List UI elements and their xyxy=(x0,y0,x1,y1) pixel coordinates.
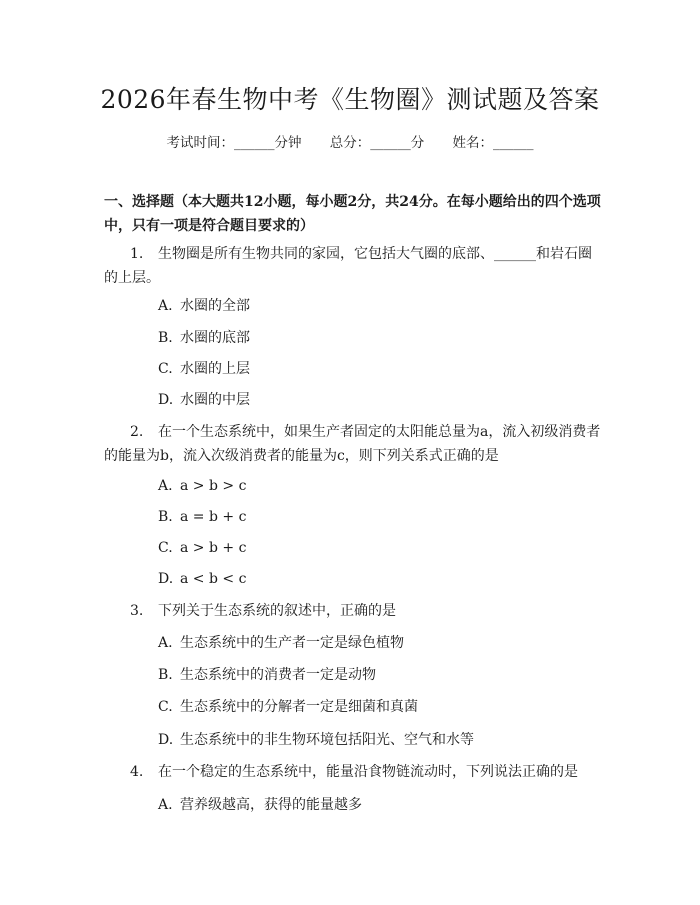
question-2 xyxy=(104,420,602,468)
option-text: 水圈的底部 xyxy=(180,330,250,346)
question-3 xyxy=(104,599,602,623)
exam-meta xyxy=(0,131,700,151)
exam-score: 总分：______分 xyxy=(329,135,425,151)
option-text: 生态系统中的分解者一定是细菌和真菌 xyxy=(180,699,418,715)
question-number: 2. xyxy=(130,424,144,440)
option-3c xyxy=(158,697,418,717)
question-number: 3. xyxy=(130,603,144,619)
option-2d xyxy=(158,569,246,589)
page-title: 2026年春生物中考《生物圈》测试题及答案 xyxy=(100,85,600,114)
option-label: D. xyxy=(158,571,174,587)
option-text: 生态系统中的生产者一定是绿色植物 xyxy=(180,635,404,651)
option-text: 水圈的上层 xyxy=(180,361,250,377)
option-2b xyxy=(158,507,246,527)
question-number: 1. xyxy=(130,246,144,262)
question-text: 在一个稳定的生态系统中，能量沿食物链流动时，下列说法正确的是 xyxy=(158,764,578,780)
option-text: a < b < c xyxy=(180,571,247,587)
option-2c xyxy=(158,538,246,558)
option-1d xyxy=(158,390,250,410)
option-text: 营养级越高，获得的能量越多 xyxy=(180,797,362,813)
option-1c xyxy=(158,359,250,379)
option-text: 生态系统中的消费者一定是动物 xyxy=(180,667,376,683)
option-1a xyxy=(158,296,250,316)
option-label: D. xyxy=(158,732,174,748)
option-label: A. xyxy=(158,635,173,651)
option-3b xyxy=(158,665,376,685)
option-label: D. xyxy=(158,392,174,408)
option-text: a = b + c xyxy=(180,509,247,525)
option-label: C. xyxy=(158,540,173,556)
option-label: B. xyxy=(158,509,173,525)
question-text: 下列关于生态系统的叙述中，正确的是 xyxy=(158,603,396,619)
option-text: 水圈的全部 xyxy=(180,298,250,314)
question-text: 生物圈是所有生物共同的家园，它包括大气圈的底部、______和岩石圈的上层。 xyxy=(104,246,592,286)
option-1b xyxy=(158,328,250,348)
option-text: a > b + c xyxy=(180,540,247,556)
option-label: A. xyxy=(158,797,173,813)
option-3d xyxy=(158,730,474,750)
option-label: C. xyxy=(158,361,173,377)
question-number: 4. xyxy=(130,764,144,780)
exam-time: 考试时间：______分钟 xyxy=(166,135,302,151)
question-1 xyxy=(104,242,602,290)
option-label: B. xyxy=(158,330,173,346)
question-text: 在一个生态系统中，如果生产者固定的太阳能总量为a，流入初级消费者的能量为b，流入次级消费者的能量为c，则下列关系式正确的是 xyxy=(104,424,601,464)
question-4 xyxy=(104,760,602,784)
option-label: A. xyxy=(158,298,173,314)
option-text: a > b > c xyxy=(180,478,247,494)
option-4a xyxy=(158,795,362,815)
option-label: A. xyxy=(158,478,173,494)
option-text: 生态系统中的非生物环境包括阳光、空气和水等 xyxy=(180,732,474,748)
option-label: C. xyxy=(158,699,173,715)
section-heading: 一、选择题（本大题共12小题，每小题2分，共24分。在每小题给出的四个选项中，只有一项是符合题目要求的） xyxy=(104,194,601,234)
option-2a xyxy=(158,476,246,496)
option-3a xyxy=(158,633,404,653)
student-name: 姓名：______ xyxy=(452,135,534,151)
option-text: 水圈的中层 xyxy=(180,392,250,408)
option-label: B. xyxy=(158,667,173,683)
